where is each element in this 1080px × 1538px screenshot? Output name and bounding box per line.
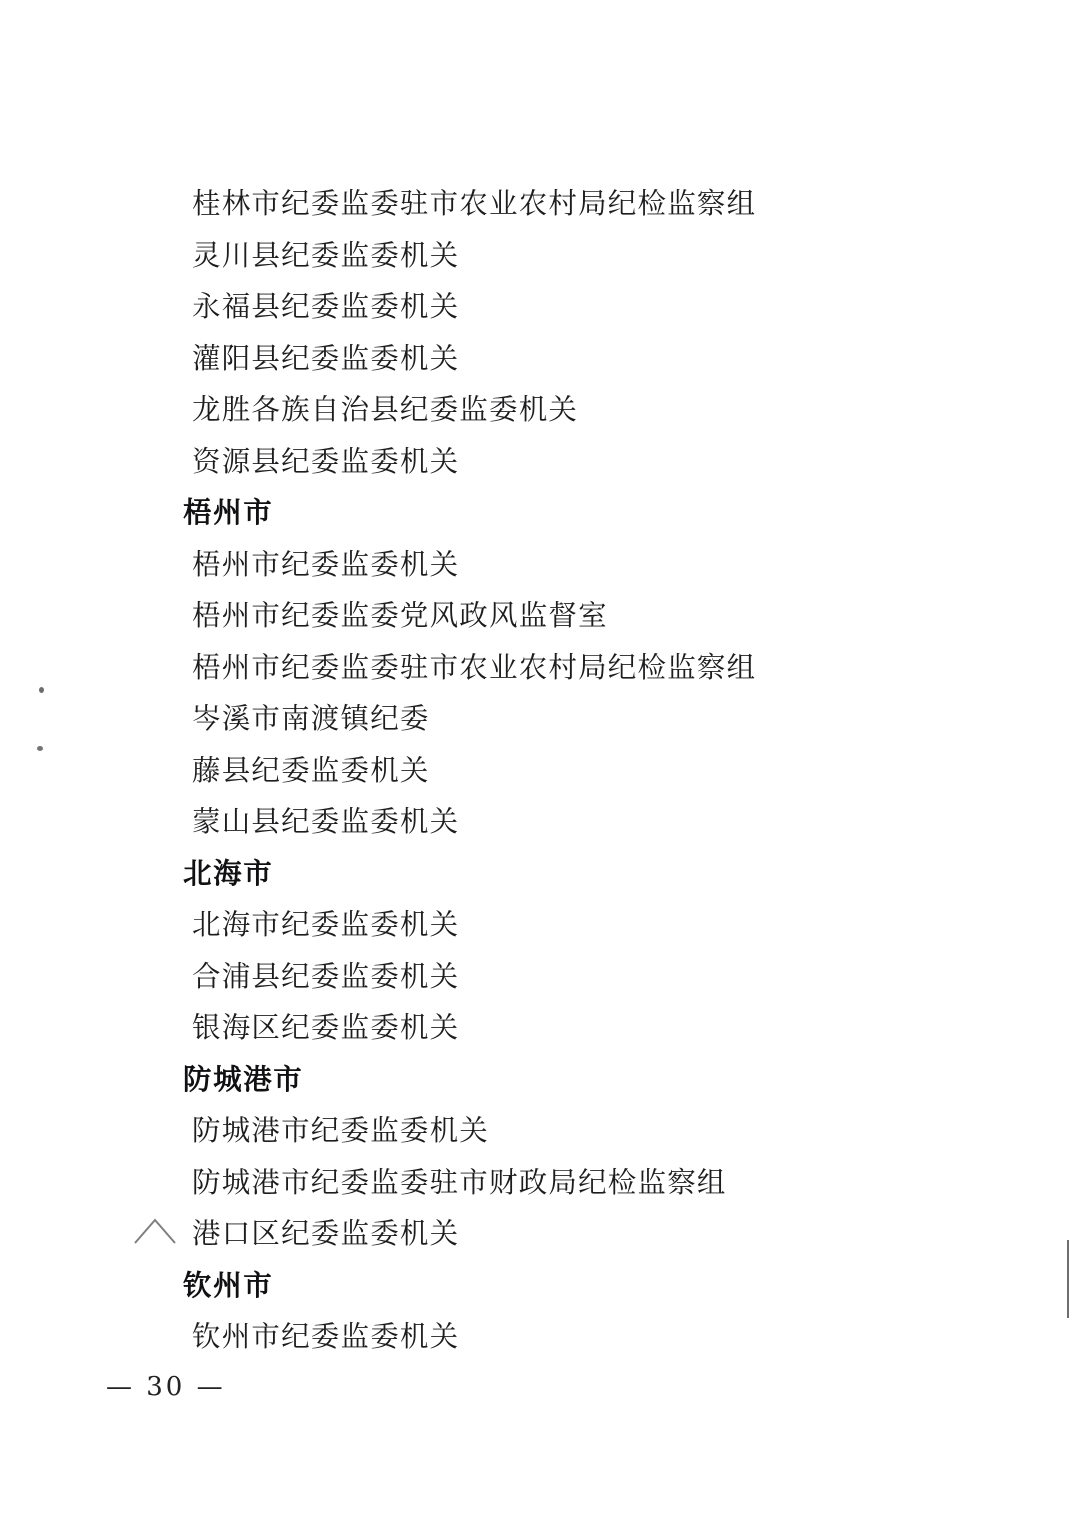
scan-artifact-edge-line: [1067, 1240, 1069, 1318]
scan-artifact-dot-lower: [37, 746, 43, 751]
list-item: 梧州市纪委监委党风政风监督室: [192, 599, 608, 632]
list-item: 钦州市纪委监委机关: [192, 1320, 460, 1353]
list-item: 岑溪市南渡镇纪委: [192, 702, 430, 735]
page-corner-fold-icon: [133, 1218, 177, 1244]
section-heading: 防城港市: [183, 1061, 304, 1096]
list-item: 灌阳县纪委监委机关: [192, 341, 460, 375]
section-heading: 梧州市: [183, 495, 274, 529]
list-item: 防城港市纪委监委机关: [192, 1114, 490, 1147]
list-item: 梧州市纪委监委驻市农业农村局纪检监察组: [192, 650, 757, 684]
list-item: 桂林市纪委监委驻市农业农村局纪检监察组: [192, 187, 757, 220]
list-item: 银海区纪委监委机关: [192, 1011, 460, 1044]
list-item: 北海市纪委监委机关: [192, 908, 460, 941]
section-heading: 北海市: [183, 855, 274, 890]
list-item: 资源县纪委监委机关: [192, 444, 460, 478]
list-item: 永福县纪委监委机关: [192, 290, 460, 323]
scan-artifact-dot-upper: [39, 687, 44, 693]
list-item: 蒙山县纪委监委机关: [192, 805, 460, 838]
list-item: 梧州市纪委监委机关: [192, 547, 460, 581]
list-item: 港口区纪委监委机关: [192, 1217, 460, 1250]
list-item: 合浦县纪委监委机关: [192, 959, 460, 993]
page-number: — 30 —: [106, 1372, 226, 1402]
list-item: 灵川县纪委监委机关: [192, 238, 460, 272]
section-heading: 钦州市: [183, 1267, 274, 1302]
list-item: 龙胜各族自治县纪委监委机关: [192, 393, 579, 426]
list-item: 藤县纪委监委机关: [192, 753, 430, 787]
document-body: [183, 178, 943, 1363]
list-item: 防城港市纪委监委驻市财政局纪检监察组: [192, 1165, 727, 1199]
